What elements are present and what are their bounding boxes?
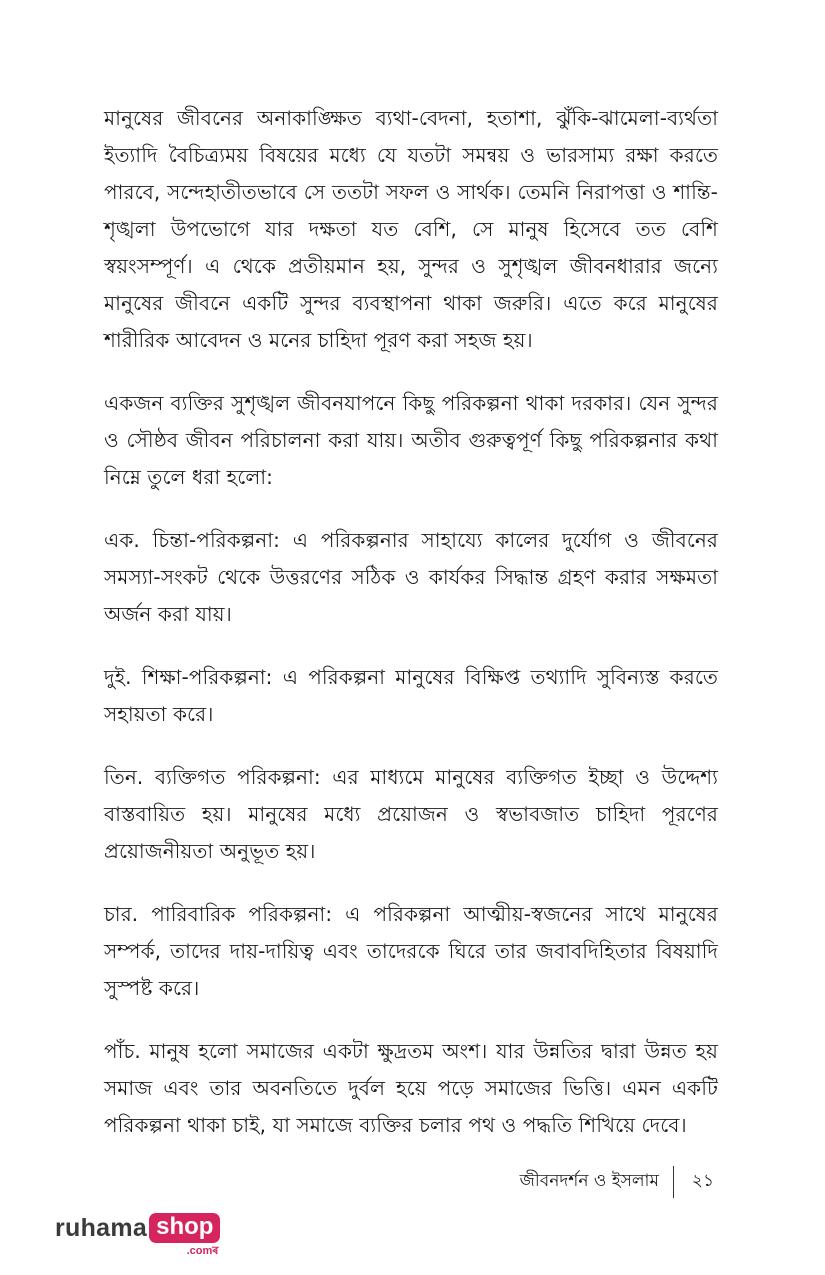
logo-shop-text: shop — [149, 1213, 220, 1243]
paragraph-plan-two-education: দুই. শিক্ষা-পরিকল্পনা: এ পরিকল্পনা মানুষের বিক্ষিপ্ত তথ্যাদি সুবিন্যস্ত করতে সহায়তা করে। — [104, 665, 718, 726]
logo-shop-badge — [149, 1213, 220, 1257]
page-body — [104, 100, 718, 1170]
paragraph-intro: মানুষের জীবনের অনাকাঙ্ক্ষিত ব্যথা-বেদনা, হতাশা, ঝুঁকি-ঝামেলা-ব্যর্থতা ইত্যাদি বৈচিত্র্যময় বিষয়ের মধ্যে যে যতটা সমন্বয় ও ভারসাম্য রক্ষা করতে পারবে, সন্দেহাতীতভাবে সে ততটা সফল ও সার্থক। তেমনি নিরাপত্তা ও শান্তি-শৃঙ্খলা উপভোগে যার দক্ষতা যত বেশি, সে মানুষ হিসেবে তত বেশি স্বয়ংসম্পূর্ণ। এ থেকে প্রতীয়মান হয়, সুন্দর ও সুশৃঙ্খল জীবনধারার জন্যে মানুষের জীবনে একটি সুন্দর ব্যবস্থাপনা থাকা জরুরি। এতে করে মানুষের শারীরিক আবেদন ও মনের চাহিদা পূরণ করা সহজ হয়। — [104, 106, 718, 352]
logo-domain-text: .comৰ — [186, 1245, 219, 1257]
logo-brand-text: ruhama — [55, 1214, 148, 1242]
paragraph-plan-four-family: চার. পারিবারিক পরিকল্পনা: এ পরিকল্পনা আত্মীয়-স্বজনের সাথে মানুষের সম্পর্ক, তাদের দায়-দায়িত্ব এবং তাদেরকে ঘিরে তার জবাবদিহিতার বিষয়াদি সুস্পষ্ট করে। — [104, 902, 718, 1000]
paragraph-plan-three-personal: তিন. ব্যক্তিগত পরিকল্পনা: এর মাধ্যমে মানুষের ব্যক্তিগত ইচ্ছা ও উদ্দেশ্য বাস্তবায়িত হয়। মানুষের মধ্যে প্রয়োজন ও স্বভাবজাত চাহিদা পূরণের প্রয়োজনীয়তা অনুভূত হয়। — [104, 765, 718, 863]
page-number: ২১ — [691, 1171, 714, 1191]
page-footer — [104, 1165, 718, 1199]
paragraph-plan-one-thought: এক. চিন্তা-পরিকল্পনা: এ পরিকল্পনার সাহায্যে কালের দুর্যোগ ও জীবনের সমস্যা-সংকট থেকে উত্তরণের সঠিক ও কার্যকর সিদ্ধান্ত গ্রহণ করার সক্ষমতা অর্জন করা যায়। — [104, 528, 718, 626]
ruhamashop-watermark-logo — [55, 1213, 220, 1261]
paragraph-plan-five-society: পাঁচ. মানুষ হলো সমাজের একটা ক্ষুদ্রতম অংশ। যার উন্নতির দ্বারা উন্নত হয় সমাজ এবং তার অবনতিতে দুর্বল হয়ে পড়ে সমাজের ভিত্তি। এমন একটি পরিকল্পনা থাকা চাই, যা সমাজে ব্যক্তির চলার পথ ও পদ্ধতি শিখিয়ে দেবে। — [104, 1039, 718, 1137]
paragraph-planning-need: একজন ব্যক্তির সুশৃঙ্খল জীবনযাপনে কিছু পরিকল্পনা থাকা দরকার। যেন সুন্দর ও সৌষ্ঠব জীবন পরিচালনা করা যায়। অতীব গুরুত্বপূর্ণ কিছু পরিকল্পনার কথা নিম্নে তুলে ধরা হলো: — [104, 391, 718, 489]
running-footer-title: জীবনদর্শন ও ইসলাম — [519, 1171, 659, 1191]
